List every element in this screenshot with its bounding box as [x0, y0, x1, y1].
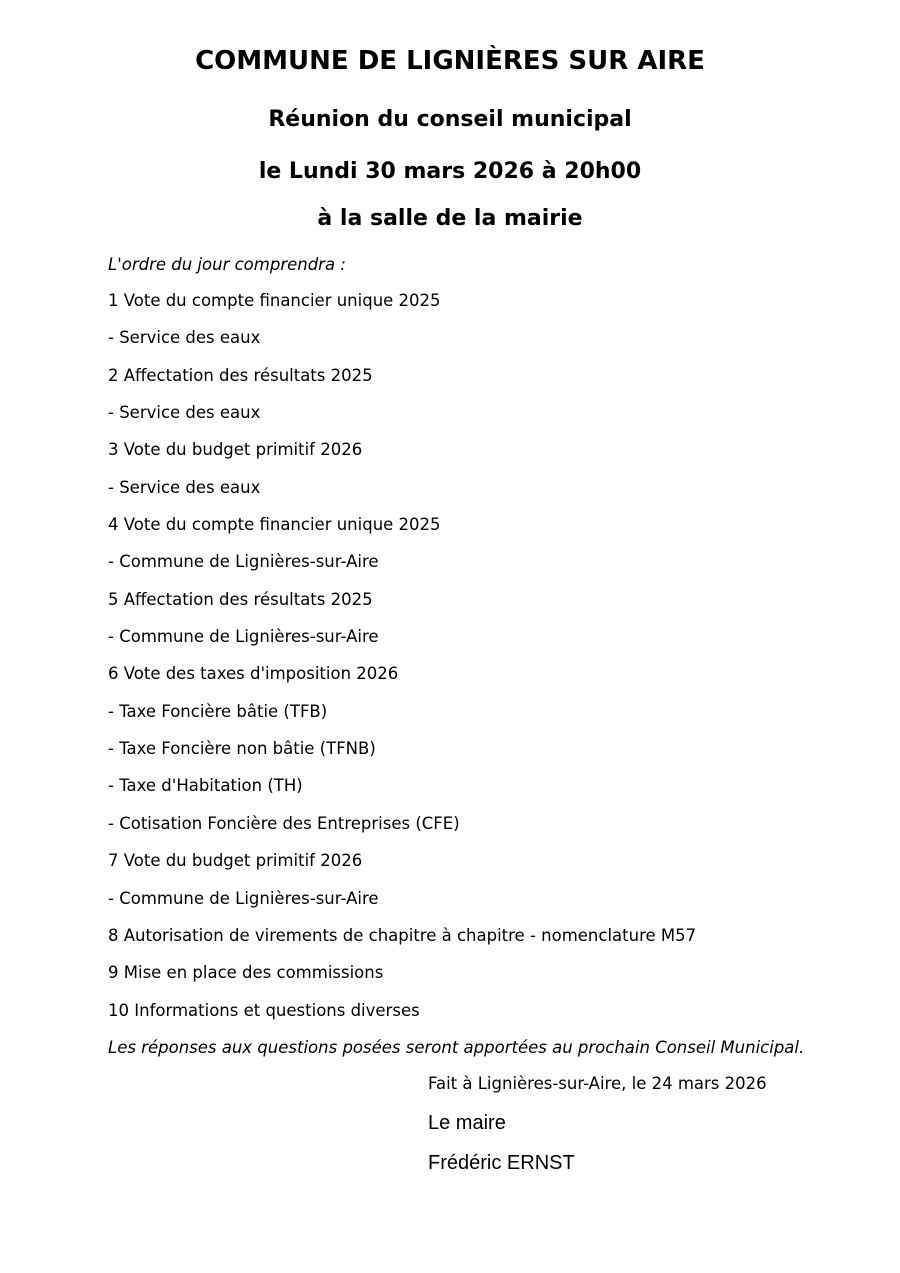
agenda-item: - Service des eaux	[108, 403, 261, 423]
meeting-heading: Réunion du conseil municipal	[268, 107, 632, 132]
agenda-item: - Taxe Foncière bâtie (TFB)	[108, 701, 328, 721]
signature-name: Frédéric ERNST	[428, 1152, 575, 1174]
agenda-item: 6 Vote des taxes d'imposition 2026	[108, 664, 399, 684]
agenda-item: 9 Mise en place des commissions	[108, 963, 384, 983]
agenda-item: 1 Vote du compte financier unique 2025	[108, 291, 441, 310]
agenda-item: - Taxe d'Habitation (TH)	[108, 776, 303, 796]
agenda-item: - Service des eaux	[108, 328, 261, 348]
agenda-item: - Cotisation Foncière des Entreprises (CFE)	[108, 813, 460, 833]
closing-note: Les réponses aux questions posées seront apportées au prochain Conseil Municipal.	[108, 1038, 805, 1057]
meeting-date: le Lundi 30 mars 2026 à 20h00	[258, 159, 642, 184]
meeting-location: à la salle de la mairie	[317, 206, 583, 231]
agenda-intro: L'ordre du jour comprendra :	[108, 255, 346, 274]
commune-title: COMMUNE DE LIGNIÈRES SUR AIRE	[195, 46, 705, 76]
signature-place-date: Fait à Lignières-sur-Aire, le 24 mars 2026	[428, 1074, 767, 1093]
agenda-item: 7 Vote du budget primitif 2026	[108, 851, 363, 871]
agenda-item: - Service des eaux	[108, 477, 261, 497]
agenda-item: - Commune de Lignières-sur-Aire	[108, 627, 379, 647]
agenda-item: 3 Vote du budget primitif 2026	[108, 440, 363, 460]
agenda-item: - Commune de Lignières-sur-Aire	[108, 552, 379, 572]
agenda-item: - Taxe Foncière non bâtie (TFNB)	[108, 739, 376, 759]
agenda-item: - Commune de Lignières-sur-Aire	[108, 888, 379, 908]
agenda-item: 5 Affectation des résultats 2025	[108, 589, 373, 609]
agenda-list	[108, 291, 696, 1038]
agenda-item: 10 Informations et questions diverses	[108, 1000, 420, 1020]
agenda-item: 8 Autorisation de virements de chapitre à chapitre - nomenclature M57	[108, 925, 697, 945]
agenda-item: 2 Affectation des résultats 2025	[108, 365, 373, 385]
signature-role: Le maire	[428, 1112, 506, 1134]
agenda-item: 4 Vote du compte financier unique 2025	[108, 515, 441, 535]
